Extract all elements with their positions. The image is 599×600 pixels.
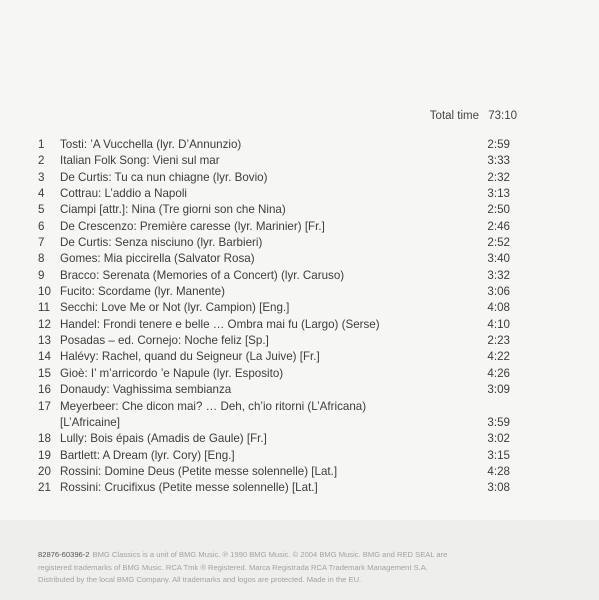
track-row [38,366,510,382]
track-title: Bartlett: A Dream (lyr. Cory) [Eng.] [60,448,235,462]
track-duration: 4:10 [487,317,510,331]
track-title: Ciampi [attr.]: Nina (Tre giorni son che Nina) [60,203,286,217]
track-title: Cottrau: L’addio a Napoli [60,187,187,201]
track-duration: 3:40 [487,252,510,266]
track-duration: 3:08 [487,481,510,495]
track-duration: 3:02 [487,432,510,446]
track-row [38,464,510,480]
legal-line-3: Distributed by the local BMG Company. All trademarks and logos are protected. Made in the EU. [38,575,362,585]
track-duration: 2:50 [487,203,510,217]
track-row [38,399,510,415]
track-row [38,431,510,447]
track-number: 11 [38,301,51,315]
track-number: 3 [38,170,45,184]
track-number: 6 [38,219,45,233]
track-row [38,137,510,153]
legal-footer [38,549,568,587]
track-row [38,153,510,169]
track-number: 10 [38,285,51,299]
track-duration: 4:22 [487,350,510,364]
track-row [38,448,510,464]
track-number: 19 [38,448,51,462]
legal-line-1 [38,549,568,562]
track-number: 8 [38,252,45,266]
track-duration: 3:32 [487,268,510,282]
track-duration: 2:23 [487,334,510,348]
track-duration: 2:46 [487,219,510,233]
track-row [38,349,510,365]
track-number: 18 [38,432,51,446]
track-number: 17 [38,399,51,413]
track-row [38,300,510,316]
legal-line-2: registered trademarks of BMG Music. RCA Tmk ® Registered. Marca Registrada RCA Trademark Management S.A. [38,562,428,572]
track-row [38,284,510,300]
track-title: Posadas – ed. Cornejo: Noche feliz [Sp.] [60,334,269,348]
track-title: Rossini: Domine Deus (Petite messe solennelle) [Lat.] [60,464,338,478]
track-row [38,219,510,235]
track-duration: 4:08 [487,301,510,315]
track-duration: 2:52 [487,236,510,250]
track-title: Secchi: Love Me or Not (lyr. Campion) [Eng.] [60,301,290,315]
track-number: 15 [38,366,51,380]
track-title: Italian Folk Song: Vieni sul mar [60,154,220,168]
track-duration: 3:09 [487,383,510,397]
track-row [38,317,510,333]
total-time-label: Total time [429,110,480,122]
track-duration: 2:32 [487,170,510,184]
track-title: Tosti: ’A Vucchella (lyr. D’Annunzio) [60,138,242,151]
legal-text: BMG Classics is a unit of BMG Music. ℗ 1990 BMG Music. © 2004 BMG Music. BMG and RED SEAL are [92,550,448,559]
catalog-number: 82876-60396-2 [38,550,90,559]
track-row [38,268,510,284]
track-title: Fucito: Scordame (lyr. Manente) [60,285,225,299]
track-title: [L’Africaine] [60,415,120,429]
track-duration: 3:13 [487,187,510,201]
track-title: Halévy: Rachel, quand du Seigneur (La Juive) [Fr.] [60,350,320,364]
track-title: De Crescenzo: Première caresse (lyr. Marinier) [Fr.] [60,219,325,233]
track-number: 16 [38,383,51,397]
track-title: Handel: Frondi tenere e belle … Ombra mai fu (Largo) (Serse) [60,317,380,331]
track-number: 21 [38,481,51,495]
track-row [38,202,510,218]
track-title: Gioè: I’ m’arricordo ’e Napule (lyr. Esposito) [60,366,284,380]
track-row [38,251,510,267]
track-duration: 3:59 [487,415,510,429]
track-title: Meyerbeer: Che dicon mai? … Deh, ch’io ritorni (L’Africana) [60,399,367,413]
total-time-value: 73:10 [488,110,517,122]
track-row [38,170,510,186]
track-number: 4 [38,187,45,201]
track-duration: 3:06 [487,285,510,299]
track-row [38,186,510,202]
track-title: De Curtis: Tu ca nun chiagne (lyr. Bovio) [60,170,268,184]
track-title: De Curtis: Senza nisciuno (lyr. Barbieri) [60,236,263,250]
total-time [430,110,517,122]
track-number: 12 [38,317,51,331]
track-list [38,137,510,497]
track-row [38,333,510,349]
track-duration: 3:15 [487,448,510,462]
track-duration: 3:33 [487,154,510,168]
track-row [38,480,510,496]
track-duration: 4:26 [487,366,510,380]
track-title: Rossini: Crucifixus (Petite messe solennelle) [Lat.] [60,481,318,495]
track-title: Lully: Bois épais (Amadis de Gaule) [Fr.] [60,432,267,446]
track-title: Donaudy: Vaghissima sembianza [60,383,232,397]
track-number: 5 [38,203,45,217]
track-title: Bracco: Serenata (Memories of a Concert) (lyr. Caruso) [60,268,345,282]
track-number: 20 [38,464,51,478]
track-row [38,235,510,251]
track-number: 2 [38,154,45,168]
track-number: 14 [38,350,51,364]
track-title: Gomes: Mia piccirella (Salvator Rosa) [60,252,255,266]
track-row [38,382,510,398]
track-duration: 2:59 [487,138,510,151]
track-number: 9 [38,268,45,282]
track-row-continuation [38,415,510,431]
track-duration: 4:28 [487,464,510,478]
track-number: 1 [38,138,45,151]
track-number: 13 [38,334,51,348]
track-number: 7 [38,236,45,250]
